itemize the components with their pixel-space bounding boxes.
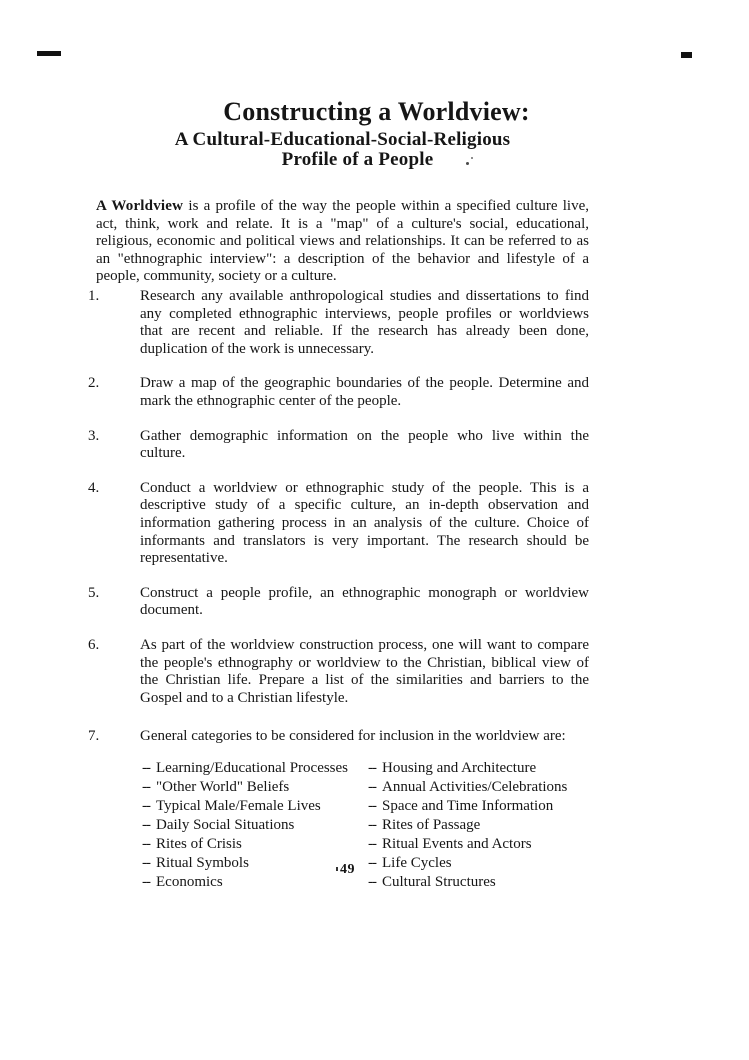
list-item — [88, 728, 589, 746]
dash-bullet: -- — [142, 873, 150, 890]
category-item — [368, 873, 589, 892]
category-item — [368, 759, 589, 778]
dash-bullet: -- — [368, 816, 376, 833]
list-item — [88, 428, 589, 463]
category-item — [142, 873, 368, 892]
page-subtitle-line2: Profile of a People — [281, 149, 434, 170]
category-item — [142, 835, 368, 854]
category-item — [368, 816, 589, 835]
dash-bullet: -- — [368, 797, 376, 814]
title-block — [96, 97, 589, 170]
category-column-right — [368, 759, 589, 892]
item-text: General categories to be considered for inclusion in the worldview are: — [140, 728, 566, 745]
category-label: Housing and Architecture — [382, 759, 537, 776]
item-text: Gather demographic information on the people who live within the culture. — [140, 427, 589, 462]
list-item — [88, 375, 589, 410]
intro-text: is a profile of the way the people within a specified culture live, act, think, work and relate. It is a "map" of a culture's social, educational, religious, economic and political views and relationships. It can be referred to as an "ethnographic interview": a description of the behavior and lifestyle of a people, community, society or a culture. — [96, 198, 589, 284]
list-item — [88, 585, 589, 620]
dash-bullet: -- — [368, 854, 376, 871]
item-text: Draw a map of the geographic boundaries of the people. Determine and mark the ethnographic center of the people. — [140, 375, 589, 409]
category-label: Learning/Educational Processes — [156, 759, 349, 776]
scan-speck — [471, 157, 473, 159]
intro-lead-bold: A Worldview — [96, 198, 184, 214]
dash-bullet: -- — [368, 759, 376, 776]
dash-bullet: -- — [142, 835, 150, 852]
category-label: Life Cycles — [382, 854, 452, 871]
scan-speck — [466, 162, 469, 165]
page-number: 49 — [340, 862, 355, 877]
dash-bullet: -- — [142, 797, 150, 814]
category-item — [368, 797, 589, 816]
dash-bullet: -- — [368, 835, 376, 852]
item-text: Construct a people profile, an ethnographic monograph or worldview document. — [140, 584, 589, 619]
category-label: Daily Social Situations — [156, 816, 295, 833]
dash-bullet: -- — [368, 873, 376, 890]
category-item — [368, 854, 589, 873]
item-text: As part of the worldview construction process, one will want to compare the people's ethnography or worldview to the Christian, biblical view of the Christian life. Prepare a list of the similarities and barriers to the Gospel and to a Christian lifestyle. — [140, 636, 589, 706]
scan-mark-right — [681, 52, 692, 58]
category-item — [142, 816, 368, 835]
dash-bullet: -- — [368, 778, 376, 795]
dash-bullet: -- — [142, 816, 150, 833]
scan-speck — [336, 867, 338, 871]
dash-bullet: -- — [142, 759, 150, 776]
category-label: "Other World" Beliefs — [156, 778, 290, 795]
category-label: Ritual Symbols — [156, 854, 249, 871]
category-label: Rites of Passage — [382, 816, 481, 833]
category-item — [142, 759, 368, 778]
category-columns — [142, 759, 589, 892]
category-label: Rites of Crisis — [156, 835, 242, 852]
item-number: 3. — [88, 427, 100, 444]
category-item — [142, 854, 368, 873]
list-item — [88, 288, 589, 358]
list-item — [88, 480, 589, 568]
intro-paragraph — [96, 198, 589, 286]
category-item — [142, 797, 368, 816]
category-label: Typical Male/Female Lives — [156, 797, 321, 814]
list-item — [88, 637, 589, 707]
category-label: Cultural Structures — [382, 873, 496, 890]
numbered-list — [88, 288, 589, 892]
page-subtitle-line1: A Cultural-Educational-Social-Religious — [174, 129, 511, 150]
category-label: Space and Time Information — [382, 797, 554, 814]
category-label: Annual Activities/Celebrations — [382, 778, 568, 795]
item-text: Conduct a worldview or ethnographic study of the people. This is a descriptive study of a specific culture, an in-depth observation and information gathering process in an analysis of the culture. Choice of informants and translators is very important. The research should be representative. — [140, 479, 589, 567]
item-text: Research any available anthropological studies and dissertations to find any completed ethnographic interviews, people profiles or worldviews that are recent and reliable. If the research has already been done, duplication of the work is unnecessary. — [140, 288, 589, 357]
dash-bullet: -- — [142, 854, 150, 871]
dash-bullet: -- — [142, 778, 150, 795]
category-item — [368, 778, 589, 797]
scan-mark-left — [37, 51, 61, 56]
item-number: 2. — [88, 375, 100, 392]
item-number: 6. — [88, 636, 100, 653]
page-title: Constructing a Worldview: — [223, 97, 530, 126]
item-number: 7. — [88, 728, 100, 745]
category-item — [142, 778, 368, 797]
category-label: Ritual Events and Actors — [382, 835, 532, 852]
category-column-left — [142, 759, 368, 892]
item-number: 1. — [88, 288, 100, 304]
item-number: 5. — [88, 584, 100, 601]
category-item — [368, 835, 589, 854]
category-label: Economics — [156, 873, 223, 890]
item-number: 4. — [88, 479, 100, 496]
